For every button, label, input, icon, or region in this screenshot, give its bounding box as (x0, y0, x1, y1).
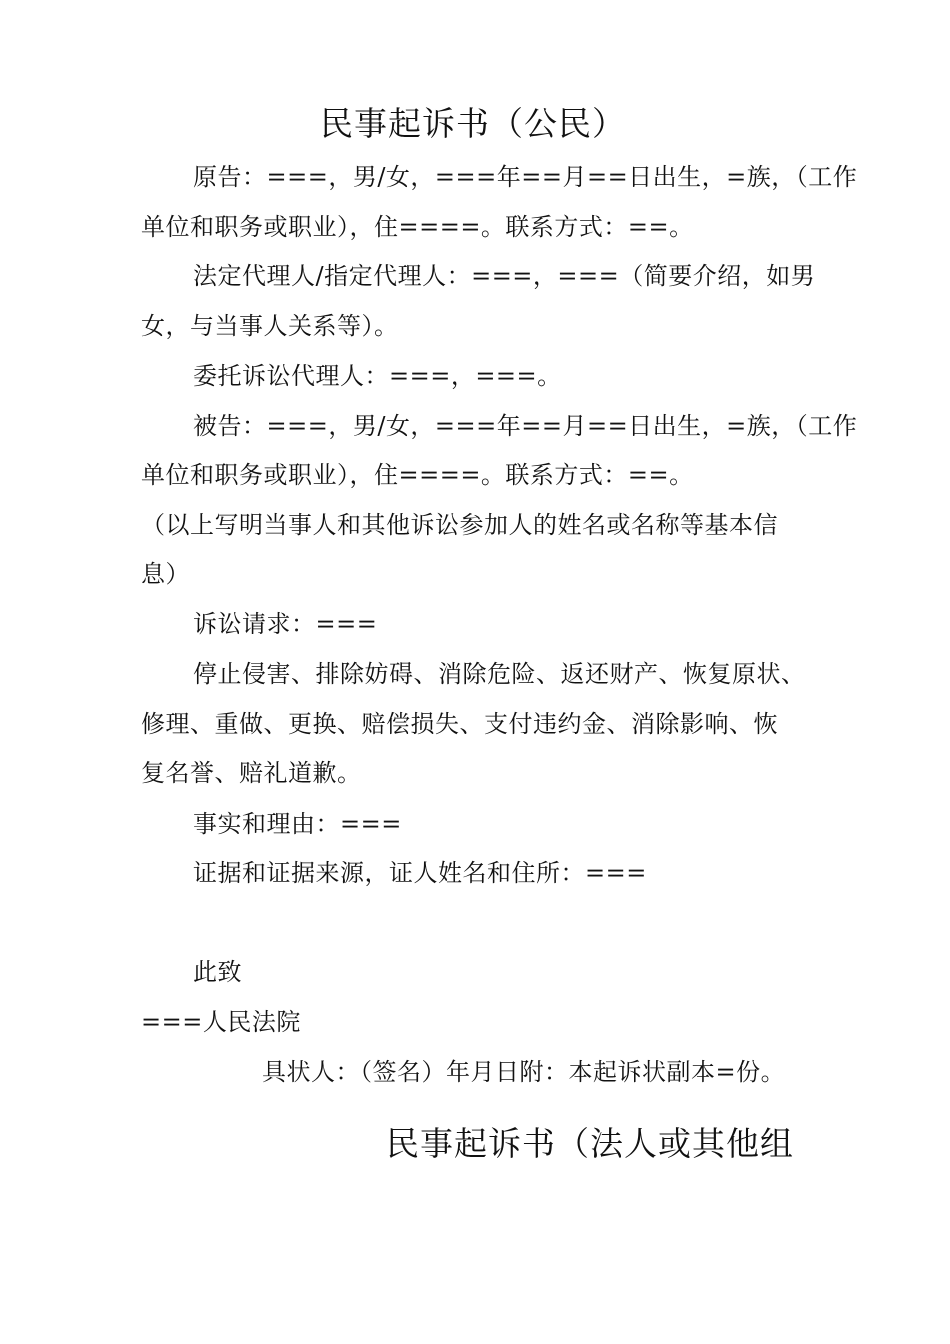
claims-line-1: 停止侵害、排除妨碍、消除危险、返还财产、恢复原状、 (193, 660, 806, 688)
plaintiff-line-2: 单位和职务或职业），住====。联系方式：==。 (141, 213, 694, 241)
claims-line-2: 修理、重做、更换、赔偿损失、支付违约金、消除影响、恢 (141, 710, 778, 738)
claims-line-3: 复名誉、赔礼道歉。 (141, 759, 362, 787)
legal-rep-line-2: 女，与当事人关系等）。 (141, 312, 399, 340)
legal-rep-line-1: 法定代理人/指定代理人：===，===（简要介绍，如男 (193, 262, 816, 290)
claims-heading: 诉讼请求：=== (193, 610, 378, 638)
note-line-1: （以上写明当事人和其他诉讼参加人的姓名或名称等基本信 (141, 511, 778, 539)
evidence-line: 证据和证据来源，证人姓名和住所：=== (193, 859, 647, 887)
court-name: ===人民法院 (141, 1008, 301, 1036)
document-title: 民事起诉书（公民） (320, 104, 626, 143)
defendant-line-1: 被告：===，男/女，===年==月==日出生，=族，（工作 (193, 412, 858, 440)
signature-line: 具状人：（签名）年月日附：本起诉状副本=份。 (262, 1058, 786, 1086)
defendant-line-2: 单位和职务或职业），住====。联系方式：==。 (141, 461, 694, 489)
next-section-title: 民事起诉书（法人或其他组 (386, 1124, 794, 1163)
note-line-2: 息） (141, 560, 190, 588)
facts-line: 事实和理由：=== (193, 810, 402, 838)
plaintiff-line-1: 原告：===，男/女，===年==月==日出生，=族，（工作 (193, 163, 858, 191)
agent-line: 委托诉讼代理人：===，===。 (193, 362, 562, 390)
salutation: 此致 (193, 958, 242, 986)
